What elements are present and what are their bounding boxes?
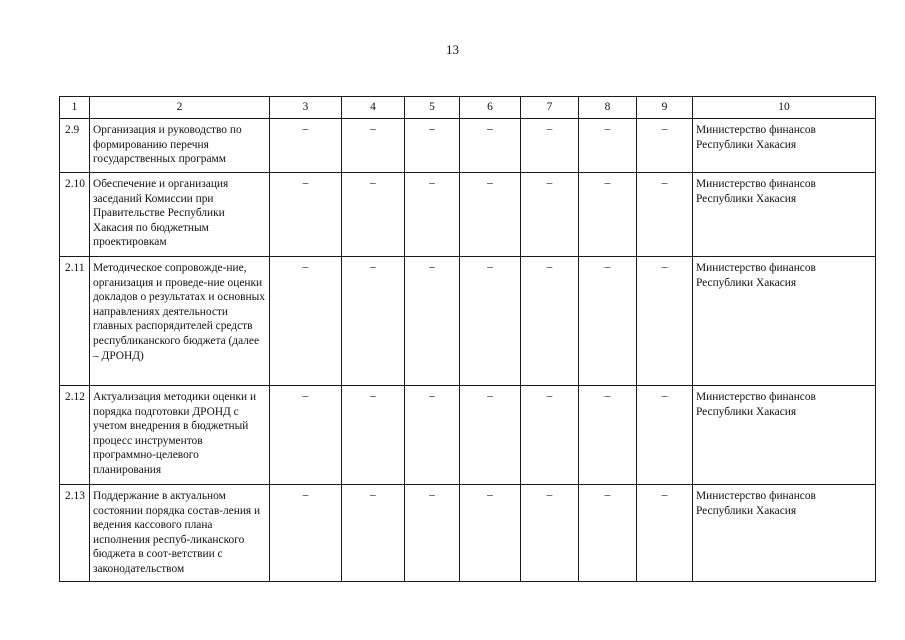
row-number: 2.12 [60, 386, 90, 485]
row-value: – [405, 257, 460, 386]
row-value: – [405, 386, 460, 485]
row-value: – [579, 119, 637, 173]
row-activity: Организация и руководство по формированию перечня государственных программ [90, 119, 270, 173]
row-value: – [460, 257, 521, 386]
table-row [60, 257, 876, 386]
row-responsible: Министерство финансов Республики Хакасия [693, 485, 876, 582]
table-row [60, 386, 876, 485]
row-responsible: Министерство финансов Республики Хакасия [693, 173, 876, 257]
column-header-4: 4 [342, 97, 405, 119]
row-value: – [270, 173, 342, 257]
row-value: – [405, 119, 460, 173]
row-value: – [579, 485, 637, 582]
page-number: 13 [446, 42, 459, 57]
row-number: 2.10 [60, 173, 90, 257]
row-activity: Методическое сопровожде-ние, организация и проведе-ние оценки докладов о результатах и основных направлениях деятельности главных распорядителей средств республиканского бюджета (далее – ДРОНД) [90, 257, 270, 386]
row-value: – [270, 257, 342, 386]
row-value: – [579, 386, 637, 485]
row-value: – [270, 386, 342, 485]
row-activity: Поддержание в актуальном состоянии порядка состав-ления и ведения кассового плана исполнения респуб-ликанского бюджета в соот-ветствии с законодательством [90, 485, 270, 582]
column-header-5: 5 [405, 97, 460, 119]
row-value: – [460, 485, 521, 582]
row-value: – [521, 257, 579, 386]
row-value: – [342, 485, 405, 582]
column-header-2: 2 [90, 97, 270, 119]
row-responsible: Министерство финансов Республики Хакасия [693, 386, 876, 485]
plan-table [59, 96, 876, 582]
row-value: – [637, 119, 693, 173]
table-row [60, 485, 876, 582]
column-header-3: 3 [270, 97, 342, 119]
row-value: – [637, 173, 693, 257]
row-value: – [579, 173, 637, 257]
row-value: – [521, 173, 579, 257]
row-value: – [460, 173, 521, 257]
column-header-7: 7 [521, 97, 579, 119]
row-value: – [342, 173, 405, 257]
row-value: – [405, 485, 460, 582]
table-header-row [60, 97, 876, 119]
table-row [60, 173, 876, 257]
row-number: 2.11 [60, 257, 90, 386]
column-header-9: 9 [637, 97, 693, 119]
row-value: – [521, 485, 579, 582]
row-value: – [579, 257, 637, 386]
row-value: – [270, 119, 342, 173]
row-number: 2.9 [60, 119, 90, 173]
column-header-6: 6 [460, 97, 521, 119]
row-number: 2.13 [60, 485, 90, 582]
row-value: – [342, 386, 405, 485]
row-value: – [521, 119, 579, 173]
column-header-8: 8 [579, 97, 637, 119]
row-value: – [460, 119, 521, 173]
row-value: – [342, 119, 405, 173]
row-responsible: Министерство финансов Республики Хакасия [693, 119, 876, 173]
row-value: – [342, 257, 405, 386]
row-value: – [637, 386, 693, 485]
row-value: – [405, 173, 460, 257]
row-activity: Актуализация методики оценки и порядка подготовки ДРОНД с учетом внедрения в бюджетный процесс инструментов программно-целевого планирования [90, 386, 270, 485]
row-value: – [637, 485, 693, 582]
row-value: – [521, 386, 579, 485]
row-responsible: Министерство финансов Республики Хакасия [693, 257, 876, 386]
table-row [60, 119, 876, 173]
column-header-1: 1 [60, 97, 90, 119]
row-activity: Обеспечение и организация заседаний Комиссии при Правительстве Республики Хакасия по бюджетным проектировкам [90, 173, 270, 257]
row-value: – [460, 386, 521, 485]
column-header-10: 10 [693, 97, 876, 119]
row-value: – [270, 485, 342, 582]
row-value: – [637, 257, 693, 386]
